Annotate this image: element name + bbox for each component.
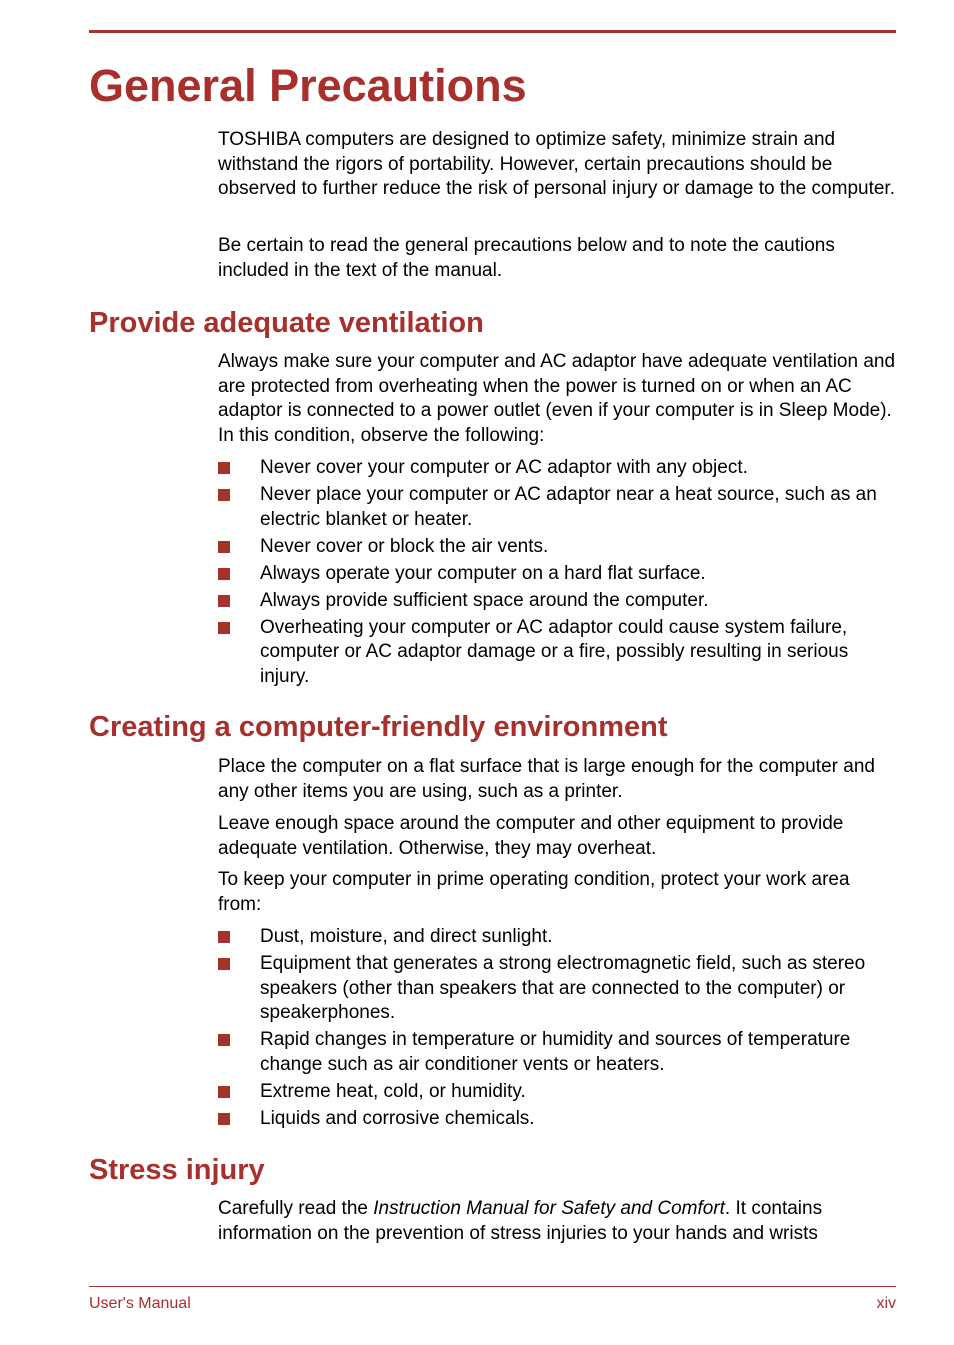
square-bullet-icon — [218, 1034, 230, 1046]
list-item — [218, 1080, 898, 1105]
intro-paragraph-1: TOSHIBA computers are designed to optimize safety, minimize strain and withstand the rigors of portability. However, certain precautions should be observed to further reduce the risk of personal injury or damage to the computer. — [218, 129, 895, 199]
page-title: General Precautions — [89, 60, 527, 111]
list-item — [218, 562, 898, 587]
footer-page-number: xiv — [876, 1295, 896, 1312]
list-item-text: Dust, moisture, and direct sunlight. — [260, 926, 553, 947]
square-bullet-icon — [218, 462, 230, 474]
ventilation-paragraph: Always make sure your computer and AC adaptor have adequate ventilation and are protected from overheating when the power is turned on or when an AC adaptor is connected to a power outlet (even if your computer is in Sleep Mode). In this condition, observe the following: — [218, 351, 896, 446]
stress-text-after: . It contains information on the prevention of stress injuries to your hands and wrists — [218, 1198, 823, 1244]
list-item-text: Never cover or block the air vents. — [260, 535, 549, 557]
environment-bullet-list — [218, 925, 898, 1134]
square-bullet-icon — [218, 622, 230, 634]
list-item — [218, 535, 898, 560]
square-bullet-icon — [218, 931, 230, 943]
list-item — [218, 589, 898, 614]
square-bullet-icon — [218, 1086, 230, 1098]
square-bullet-icon — [218, 541, 230, 553]
ventilation-bullet-list — [218, 456, 898, 692]
list-item-text: Liquids and corrosive chemicals. — [260, 1107, 535, 1129]
list-item-text: Extreme heat, cold, or humidity. — [260, 1080, 526, 1102]
list-item — [218, 952, 898, 1026]
list-item-text: Never cover your computer or AC adaptor with any object. — [260, 457, 748, 478]
section-heading-stress-injury: Stress injury — [89, 1154, 265, 1186]
list-item-text: Always operate your computer on a hard flat surface. — [260, 562, 706, 584]
list-item-text: Overheating your computer or AC adaptor could cause system failure, computer or AC adaptor damage or a fire, possibly resulting in serious injury. — [260, 616, 849, 687]
square-bullet-icon — [218, 1113, 230, 1125]
list-item — [218, 616, 898, 690]
footer-rule — [89, 1286, 896, 1287]
environment-paragraph-3: To keep your computer in prime operating condition, protect your work area from: — [218, 869, 850, 915]
square-bullet-icon — [218, 489, 230, 501]
list-item-text: Always provide sufficient space around the computer. — [260, 589, 709, 611]
list-item — [218, 483, 898, 532]
list-item — [218, 1028, 898, 1077]
footer-manual-label: User's Manual — [89, 1295, 191, 1312]
stress-injury-paragraph — [218, 1197, 898, 1246]
section-heading-environment: Creating a computer-friendly environment — [89, 711, 668, 743]
list-item — [218, 456, 898, 481]
square-bullet-icon — [218, 568, 230, 580]
square-bullet-icon — [218, 595, 230, 607]
list-item — [218, 925, 898, 950]
stress-text-before: Carefully read the — [218, 1198, 374, 1219]
intro-paragraph-2: Be certain to read the general precautions below and to note the cautions included in the text of the manual. — [218, 235, 835, 281]
environment-paragraph-1: Place the computer on a flat surface that is large enough for the computer and any other items you are using, such as a printer. — [218, 756, 875, 802]
section-heading-ventilation: Provide adequate ventilation — [89, 307, 484, 339]
list-item — [218, 1107, 898, 1132]
manual-title-italic: Instruction Manual for Safety and Comfort — [373, 1198, 725, 1219]
square-bullet-icon — [218, 958, 230, 970]
header-rule — [89, 30, 896, 33]
list-item-text: Never place your computer or AC adaptor near a heat source, such as an electric blanket or heater. — [260, 484, 877, 530]
list-item-text: Equipment that generates a strong electromagnetic field, such as stereo speakers (other than speakers that are connected to the computer) or speakerphones. — [260, 953, 866, 1023]
environment-paragraph-2: Leave enough space around the computer and other equipment to provide adequate ventilation. Otherwise, they may overheat. — [218, 813, 844, 859]
list-item-text: Rapid changes in temperature or humidity and sources of temperature change such as air conditioner vents or heaters. — [260, 1029, 851, 1075]
